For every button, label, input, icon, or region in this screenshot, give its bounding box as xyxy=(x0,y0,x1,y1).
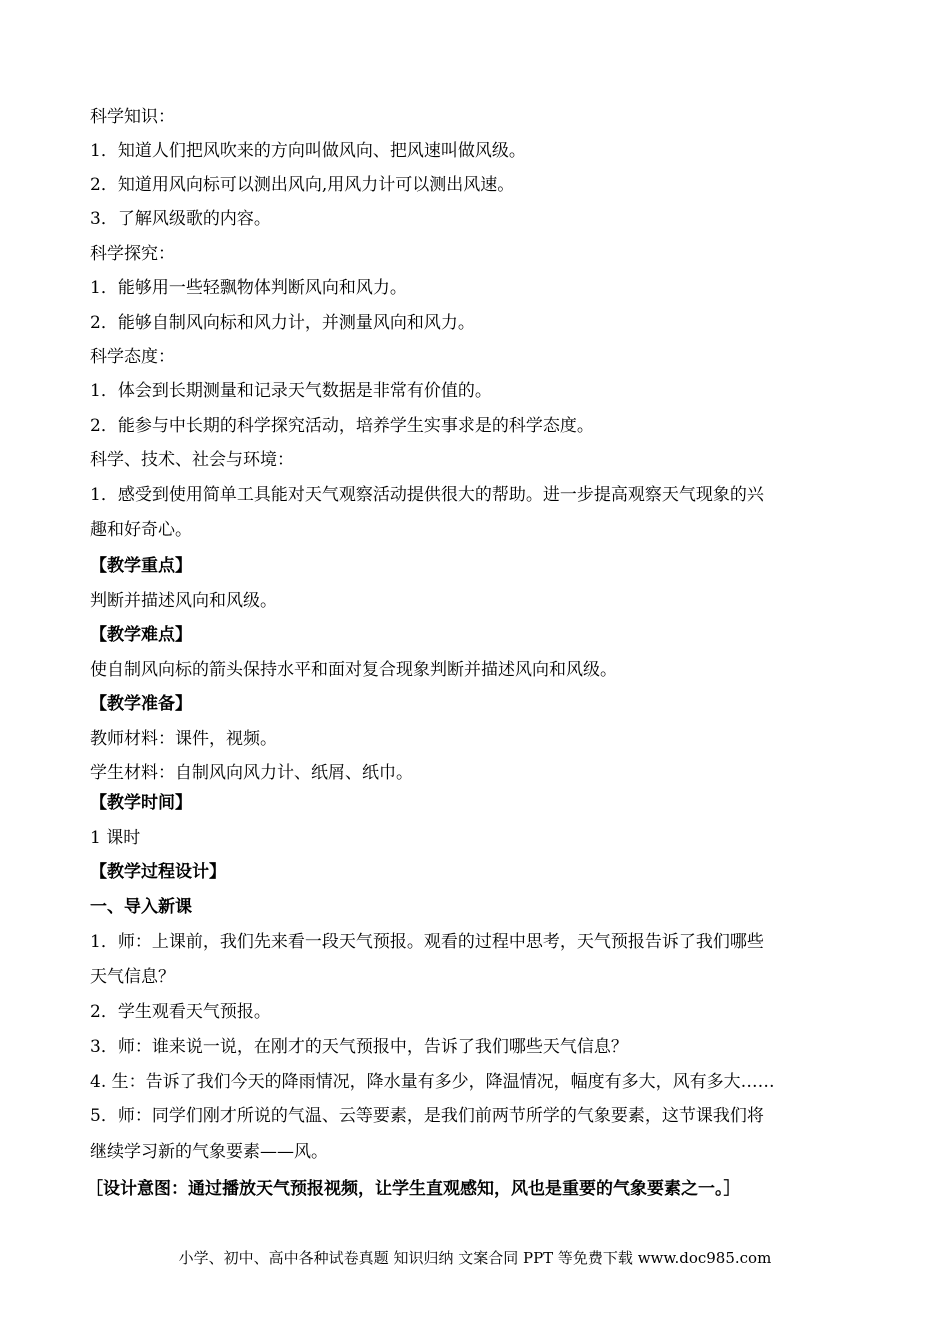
section-heading-science-attitude: 科学态度： xyxy=(90,347,175,367)
heading-process: 【教学过程设计】 xyxy=(90,862,226,882)
subheading-intro: 一、导入新课 xyxy=(90,897,192,917)
section-heading-science-inquiry: 科学探究： xyxy=(90,244,175,264)
key-point-text: 判断并描述风向和风级。 xyxy=(90,591,277,611)
preparation-student: 学生材料：自制风向风力计、纸屑、纸巾。 xyxy=(90,763,413,783)
process-p1-line-1: 1．师：上课前，我们先来看一段天气预报。观看的过程中思考，天气预报告诉了我们哪些 xyxy=(90,932,764,952)
knowledge-item-1: 1．知道人们把风吹来的方向叫做风向、把风速叫做风级。 xyxy=(90,141,526,161)
process-p1-line-2: 天气信息？ xyxy=(90,967,175,987)
knowledge-item-2: 2．知道用风向标可以测出风向,用风力计可以测出风速。 xyxy=(90,175,515,195)
process-p2: 2．学生观看天气预报。 xyxy=(90,1002,271,1022)
heading-preparation: 【教学准备】 xyxy=(90,694,192,714)
process-p5-line-1: 5．师：同学们刚才所说的气温、云等要素，是我们前两节所学的气象要素，这节课我们将 xyxy=(90,1106,764,1126)
section-heading-stse: 科学、技术、社会与环境： xyxy=(90,450,294,470)
attitude-item-2: 2．能参与中长期的科学探究活动，培养学生实事求是的科学态度。 xyxy=(90,416,594,436)
knowledge-item-3: 3．了解风级歌的内容。 xyxy=(90,209,271,229)
stse-item-1-line-1: 1．感受到使用简单工具能对天气观察活动提供很大的帮助。进一步提高观察天气现象的兴 xyxy=(90,485,764,505)
heading-time: 【教学时间】 xyxy=(90,793,192,813)
attitude-item-1: 1．体会到长期测量和记录天气数据是非常有价值的。 xyxy=(90,381,492,401)
section-heading-science-knowledge: 科学知识： xyxy=(90,107,175,127)
heading-key-point: 【教学重点】 xyxy=(90,556,192,576)
inquiry-item-2: 2．能够自制风向标和风力计，并测量风向和风力。 xyxy=(90,313,475,333)
process-p3: 3．师：谁来说一说，在刚才的天气预报中，告诉了我们哪些天气信息？ xyxy=(90,1037,628,1057)
design-intent: ［设计意图：通过播放天气预报视频，让学生直观感知，风也是重要的气象要素之一。］ xyxy=(86,1179,741,1199)
inquiry-item-1: 1．能够用一些轻飘物体判断风向和风力。 xyxy=(90,278,407,298)
page-footer: 小学、初中、高中各种试卷真题 知识归纳 文案合同 PPT 等免费下载 www.doc985.com xyxy=(178,1249,772,1267)
preparation-teacher: 教师材料：课件，视频。 xyxy=(90,729,277,749)
difficulty-text: 使自制风向标的箭头保持水平和面对复合现象判断并描述风向和风级。 xyxy=(90,660,617,680)
time-text: 1 课时 xyxy=(90,828,141,848)
process-p5-line-2: 继续学习新的气象要素——风。 xyxy=(90,1142,328,1162)
stse-item-1-line-2: 趣和好奇心。 xyxy=(90,520,192,540)
heading-difficulty: 【教学难点】 xyxy=(90,625,192,645)
process-p4: 4. 生：告诉了我们今天的降雨情况，降水量有多少，降温情况，幅度有多大，风有多大…… xyxy=(90,1072,775,1092)
